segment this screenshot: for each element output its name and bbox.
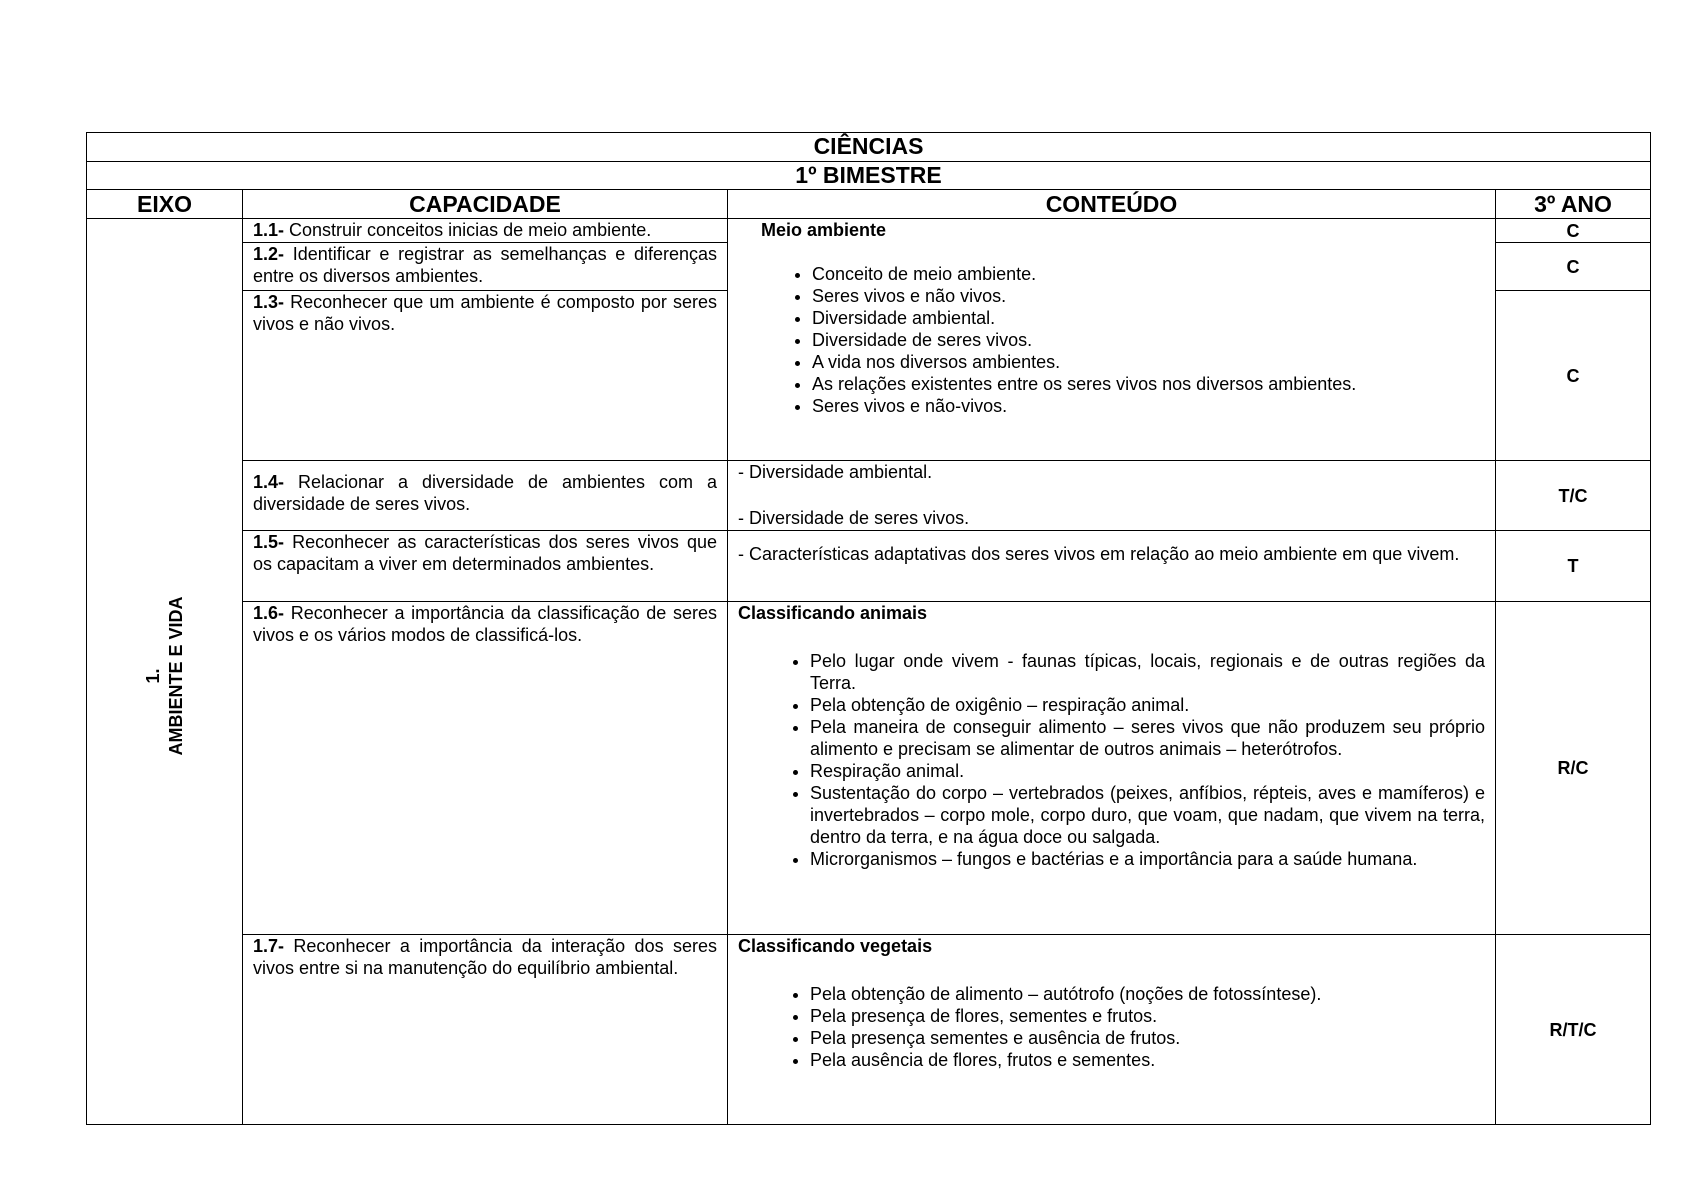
table-row bbox=[87, 461, 1651, 531]
content-list bbox=[738, 983, 1485, 1071]
list-item: • Seres vivos e não vivos. bbox=[812, 285, 1485, 307]
content-animais bbox=[728, 602, 1496, 935]
title-row bbox=[87, 133, 1651, 162]
ano-value: T/C bbox=[1496, 461, 1651, 531]
capacity-1-7 bbox=[243, 935, 728, 1125]
list-item: • As relações existentes entre os seres vivos nos diversos ambientes. bbox=[812, 373, 1485, 395]
table-row bbox=[87, 602, 1651, 935]
list-item: • Pela presença de flores, sementes e frutos. bbox=[810, 1005, 1485, 1027]
list-item: • Seres vivos e não-vivos. bbox=[812, 395, 1485, 417]
capacity-text: Reconhecer a importância da interação dos seres vivos entre si na manutenção do equilíbrio ambiental. bbox=[253, 936, 717, 978]
capacity-text: Reconhecer a importância da classificação de seres vivos e os vários modos de classificá-los. bbox=[253, 603, 717, 645]
content-heading: Classificando animais bbox=[738, 603, 928, 623]
table-row bbox=[87, 531, 1651, 602]
header-eixo: EIXO bbox=[87, 190, 243, 219]
header-conteudo: CONTEÚDO bbox=[728, 190, 1496, 219]
ano-value: R/T/C bbox=[1496, 935, 1651, 1125]
capacity-1-6 bbox=[243, 602, 728, 935]
capacity-text: Reconhecer que um ambiente é composto por seres vivos e não vivos. bbox=[253, 292, 717, 334]
capacity-code: 1.6- bbox=[253, 603, 285, 623]
list-item: • Pela presença sementes e ausência de frutos. bbox=[810, 1027, 1485, 1049]
capacity-code: 1.1- bbox=[253, 220, 285, 240]
capacity-code: 1.5- bbox=[253, 532, 285, 552]
eixo-cell bbox=[87, 219, 243, 1125]
list-item: • Respiração animal. bbox=[810, 760, 1485, 782]
eixo-number: 1. bbox=[142, 668, 163, 684]
content-heading: Classificando vegetais bbox=[738, 936, 933, 956]
list-item: • A vida nos diversos ambientes. bbox=[812, 351, 1485, 373]
content-vegetais bbox=[728, 935, 1496, 1125]
list-item: • Pela obtenção de oxigênio – respiração animal. bbox=[810, 694, 1485, 716]
content-caracteristicas: - Características adaptativas dos seres vivos em relação ao meio ambiente em que vivem. bbox=[728, 531, 1496, 602]
ano-value: C bbox=[1496, 291, 1651, 461]
list-item: • Pela obtenção de alimento – autótrofo (noções de fotossíntese). bbox=[810, 983, 1485, 1005]
capacity-code: 1.7- bbox=[253, 936, 285, 956]
list-item: • Microrganismos – fungos e bactérias e a importância para a saúde humana. bbox=[810, 848, 1485, 870]
list-item: • Pela maneira de conseguir alimento – seres vivos que não produzem seu próprio alimento e precisam se alimentar de outros animais – heterótrofos. bbox=[810, 716, 1485, 760]
ano-value: C bbox=[1496, 219, 1651, 243]
capacity-code: 1.2- bbox=[253, 244, 285, 264]
content-list bbox=[738, 650, 1485, 870]
eixo-name: AMBIENTE E VIDA bbox=[165, 596, 186, 756]
capacity-1-5 bbox=[243, 531, 728, 602]
capacity-1-2 bbox=[243, 243, 728, 291]
capacity-text: Relacionar a diversidade de ambientes com a diversidade de seres vivos. bbox=[253, 472, 717, 514]
capacity-1-3 bbox=[243, 291, 728, 461]
eixo-label bbox=[142, 596, 188, 755]
list-item: • Conceito de meio ambiente. bbox=[812, 263, 1485, 285]
ano-value: C bbox=[1496, 243, 1651, 291]
capacity-code: 1.3- bbox=[253, 292, 285, 312]
capacity-1-4 bbox=[243, 461, 728, 531]
table-row bbox=[87, 219, 1651, 243]
list-item: • Sustentação do corpo – vertebrados (peixes, anfíbios, répteis, aves e mamíferos) e invertebrados – corpo mole, corpo duro, que voam, que nadam, que vivem na terra, dentro da terra, e na água doce ou salgada. bbox=[810, 782, 1485, 848]
list-item: • Diversidade de seres vivos. bbox=[812, 329, 1485, 351]
content-list bbox=[761, 263, 1485, 417]
list-item: • Pela ausência de flores, frutos e sementes. bbox=[810, 1049, 1485, 1071]
ano-value: T bbox=[1496, 531, 1651, 602]
header-ano: 3º ANO bbox=[1496, 190, 1651, 219]
curriculum-table bbox=[86, 132, 1651, 1125]
ano-value: R/C bbox=[1496, 602, 1651, 935]
capacity-text: Identificar e registrar as semelhanças e diferenças entre os diversos ambientes. bbox=[253, 244, 717, 286]
table-row bbox=[87, 935, 1651, 1125]
header-capacidade: CAPACIDADE bbox=[243, 190, 728, 219]
doc-title: CIÊNCIAS bbox=[87, 133, 1651, 162]
list-item: • Diversidade ambiental. bbox=[812, 307, 1485, 329]
content-meio-ambiente bbox=[728, 219, 1496, 461]
header-row bbox=[87, 190, 1651, 219]
content-line: - Diversidade ambiental. bbox=[738, 462, 933, 482]
doc-period: 1º BIMESTRE bbox=[87, 162, 1651, 190]
capacity-text: Construir conceitos inicias de meio ambiente. bbox=[284, 220, 652, 240]
list-item: • Pelo lugar onde vivem - faunas típicas, locais, regionais e de outras regiões da Terra. bbox=[810, 650, 1485, 694]
period-row bbox=[87, 162, 1651, 190]
content-line: - Diversidade de seres vivos. bbox=[738, 508, 970, 528]
content-heading: Meio ambiente bbox=[761, 220, 887, 240]
capacity-code: 1.4- bbox=[253, 472, 285, 492]
capacity-1-1 bbox=[243, 219, 728, 243]
content-diversidade bbox=[728, 461, 1496, 531]
capacity-text: Reconhecer as características dos seres vivos que os capacitam a viver em determinados ambientes. bbox=[253, 532, 717, 574]
